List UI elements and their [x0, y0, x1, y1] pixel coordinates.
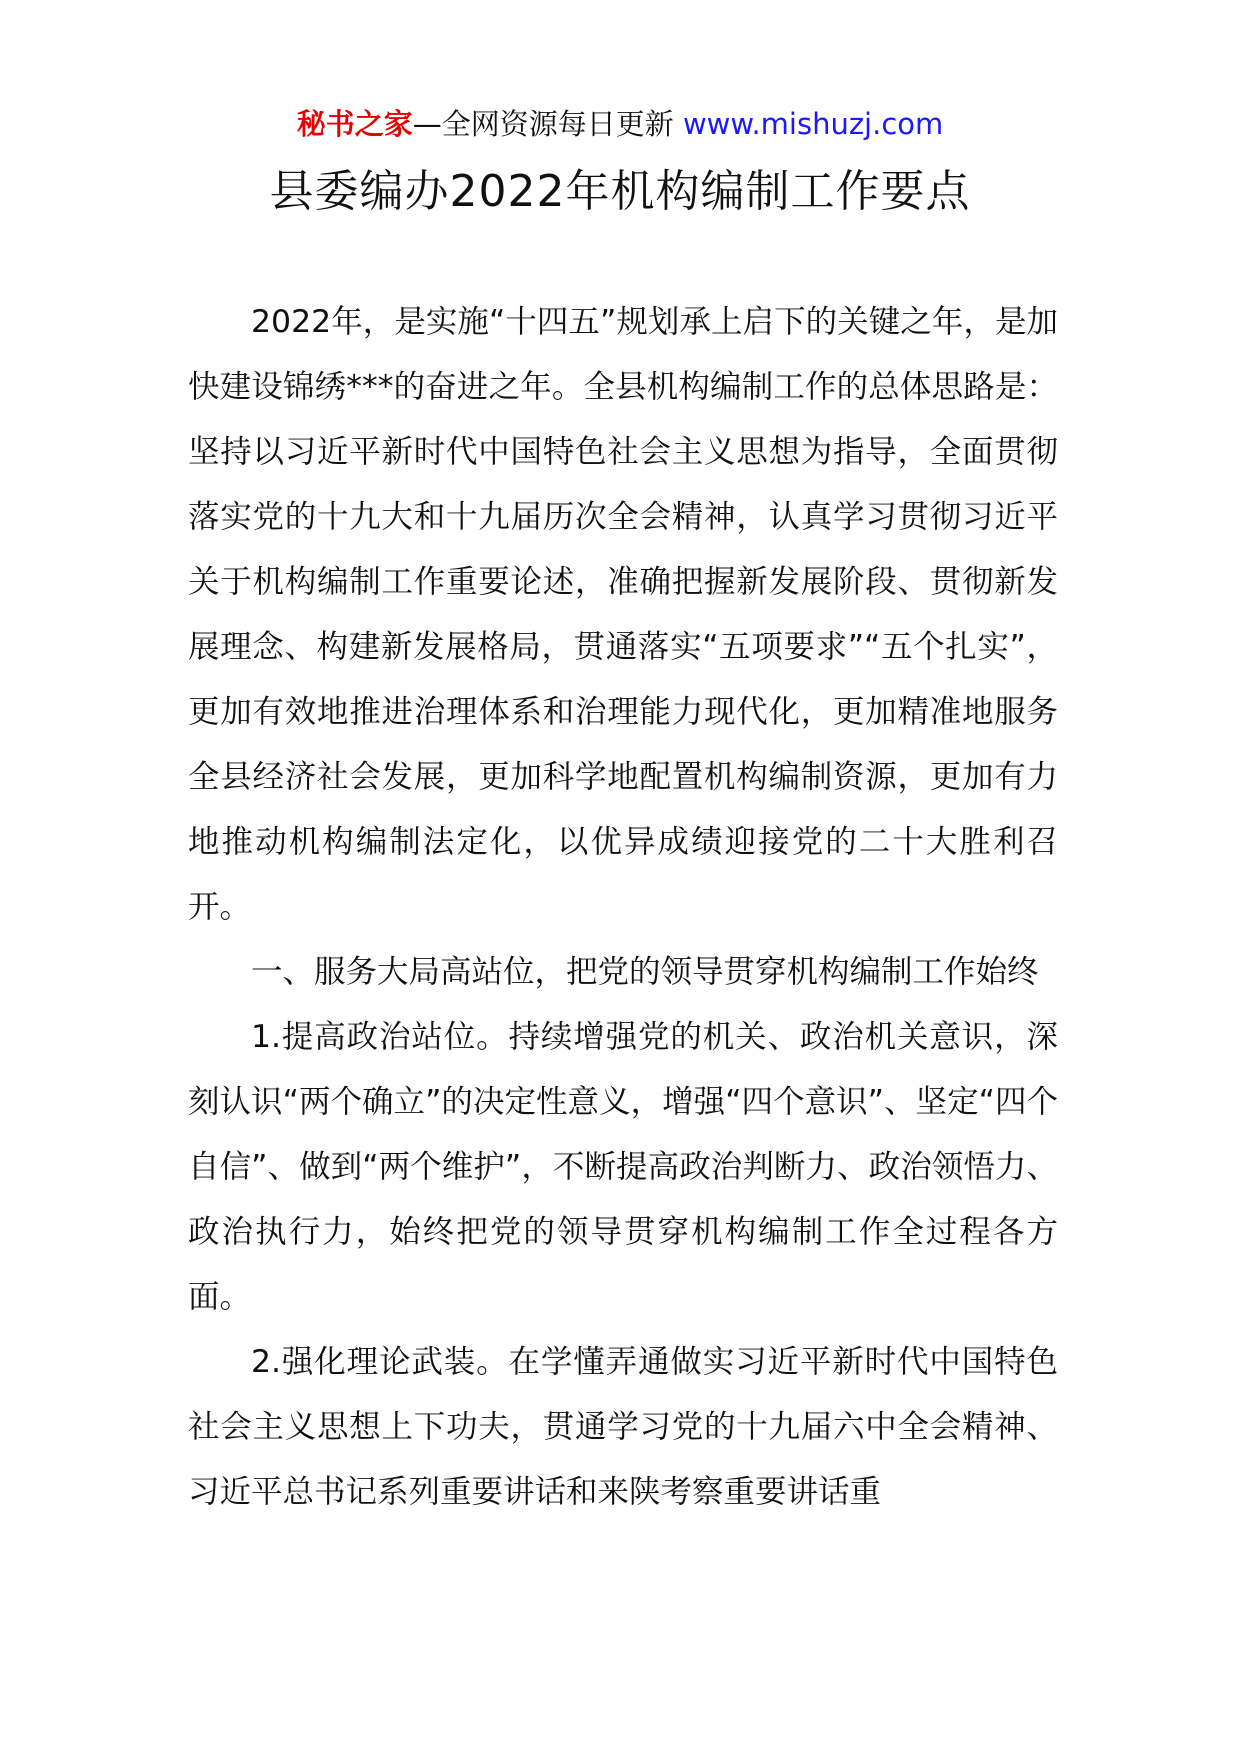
brand-name: 秘书之家 — [296, 107, 413, 141]
intro-paragraph: 2022年，是实施“十四五”规划承上启下的关键之年，是加快建设锦绣***的奋进之年。全县机构编制工作的总体思路是：坚持以习近平新时代中国特色社会主义思想为指导，全面贯彻落实党的十九大和十九届历次全会精神，认真学习贯彻习近平关于机构编制工作重要论述，准确把握新发展阶段、贯彻新发展理念、构建新发展格局，贯通落实“五项要求”“五个扎实”，更加有效地推进治理体系和治理能力现代化，更加精准地服务全县经济社会发展，更加科学地配置机构编制资源，更加有力地推动机构编制法定化，以优异成绩迎接党的二十大胜利召开。 — [188, 304, 1058, 925]
document-body — [188, 290, 1058, 1525]
item-paragraph-2: 2.强化理论武装。在学懂弄通做实习近平新时代中国特色社会主义思想上下功夫，贯通学习党的十九届六中全会精神、习近平总书记系列重要讲话和来陕考察重要讲话重 — [188, 1344, 1058, 1510]
section-heading-1: 一、服务大局高站位，把党的领导贯穿机构编制工作始终 — [251, 954, 1039, 990]
item-paragraph-1: 1.提高政治站位。持续增强党的机关、政治机关意识，深刻认识“两个确立”的决定性意义，增强“四个意识”、坚定“四个自信”、做到“两个维护”，不断提高政治判断力、政治领悟力、政治执行力，始终把党的领导贯穿机构编制工作全过程各方面。 — [188, 1019, 1058, 1315]
site-url-link[interactable]: www.mishuzj.com — [682, 107, 944, 141]
document-title: 县委编办2022年机构编制工作要点 — [269, 166, 971, 217]
site-header — [0, 104, 1240, 144]
header-tagline: —全网资源每日更新 — [412, 107, 683, 141]
